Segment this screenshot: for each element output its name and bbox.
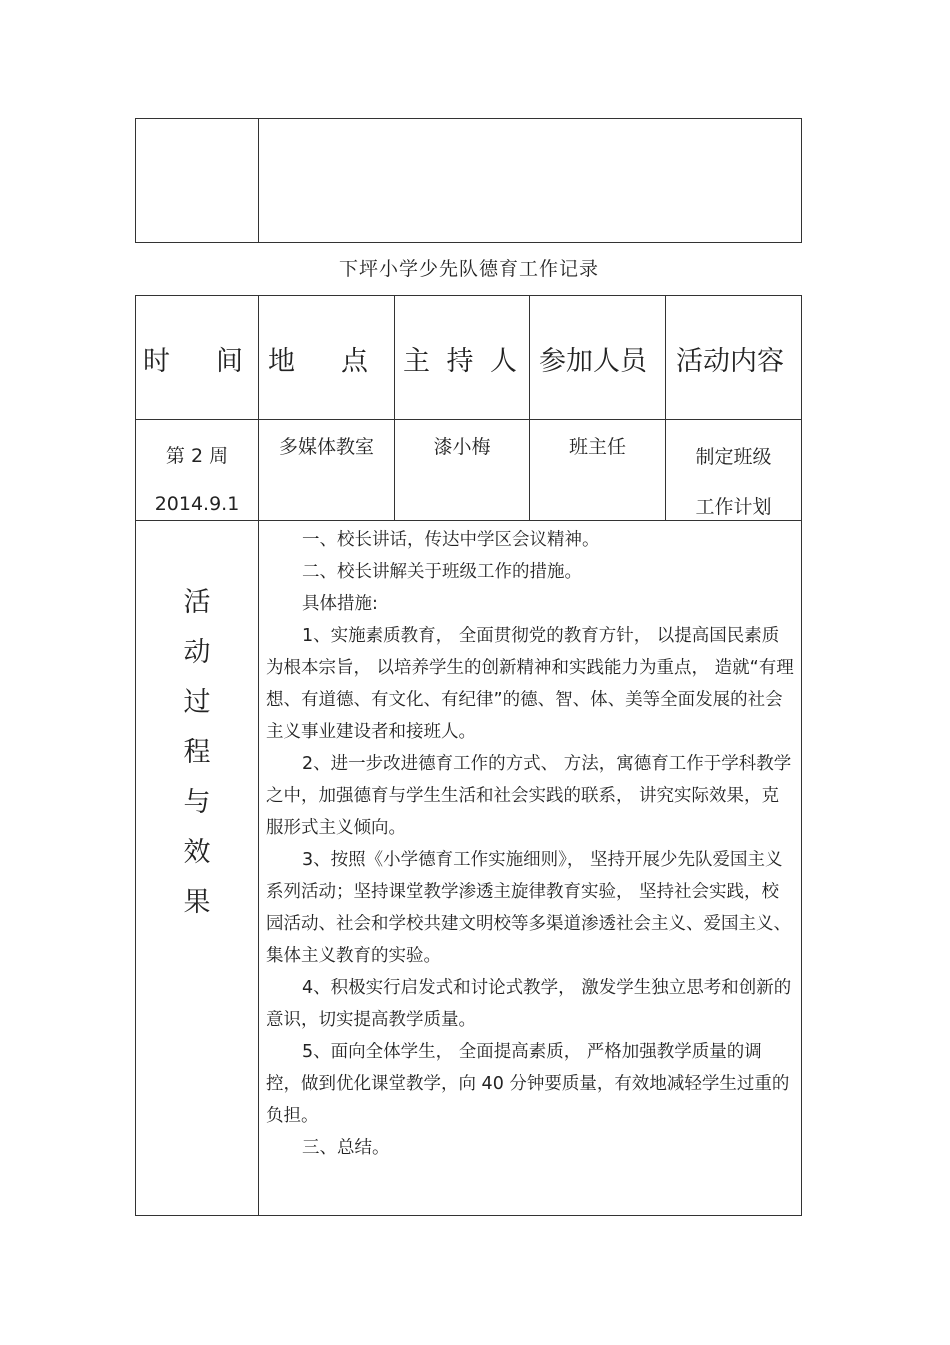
row-place: 多媒体教室	[278, 436, 374, 458]
process-paragraph: 一、校长讲话，传达中学区会议精神。	[302, 530, 600, 550]
header-place-char-2: 点	[341, 345, 368, 377]
process-label-char: 与	[183, 787, 211, 818]
header-place-char-1: 地	[268, 345, 295, 377]
row-date: 2014.9.1	[154, 493, 240, 515]
row-participants: 班主任	[568, 436, 626, 458]
process-paragraph: 4、积极实行启发式和讨论式教学， 激发学生独立思考和创新的意识，切实提高教学质量。	[266, 978, 792, 1030]
process-label-char: 程	[183, 737, 211, 768]
process-content	[266, 524, 794, 1164]
process-paragraph: 三、总结。	[302, 1138, 390, 1158]
process-paragraph: 3、按照《小学德育工作实施细则》， 坚持开展少先队爱国主义系列活动；坚持课堂教学渗透主旋律教育实验， 坚持社会实践，校园活动、社会和学校共建文明校等多渠道渗透社会主义、爱国主义、集体主义教育的实验。	[266, 850, 791, 966]
process-label-char: 果	[183, 887, 211, 918]
process-label-char: 过	[183, 687, 211, 718]
row-time	[136, 432, 258, 528]
header-time-char-1: 时	[143, 345, 170, 377]
header-host-char-2: 持	[446, 345, 474, 377]
header-time-char-2: 间	[216, 345, 243, 377]
header-content: 活动内容	[676, 345, 784, 377]
process-label-char: 活	[183, 587, 211, 618]
row-host: 漆小梅	[433, 436, 491, 458]
process-label-char: 效	[183, 837, 211, 868]
process-paragraph: 5、面向全体学生， 全面提高素质， 严格加强教学质量的调控，做到优化课堂教学，向 40 分钟要质量，有效地减轻学生过重的负担。	[266, 1042, 790, 1126]
header-place	[268, 296, 368, 420]
process-label	[136, 578, 258, 928]
header-host-char-3: 人	[490, 345, 517, 377]
header-time	[143, 296, 243, 420]
row-content-line-1: 制定班级	[695, 446, 772, 468]
process-label-char: 动	[183, 637, 211, 668]
row-content-line-2: 工作计划	[695, 496, 772, 518]
process-paragraph: 2、进一步改进德育工作的方式、 方法，寓德育工作于学科教学之中，加强德育与学生生活和社会实践的联系， 讲究实际效果，克服形式主义倾向。	[266, 754, 792, 838]
row-week: 第 2 周	[165, 445, 229, 467]
page-title: 下坪小学少先队德育工作记录	[338, 258, 599, 280]
header-participants: 参加人员	[539, 345, 647, 377]
row-content	[666, 432, 801, 532]
process-paragraph: 1、实施素质教育， 全面贯彻党的教育方针， 以提高国民素质为根本宗旨， 以培养学生的创新精神和实践能力为重点， 造就“有理想、有道德、有文化、有纪律”的德、智、体、美等全面发展的社会主义事业建设者和接班人。	[266, 626, 794, 742]
header-host	[403, 296, 517, 420]
header-host-char-1: 主	[403, 345, 430, 377]
process-paragraph: 二、校长讲解关于班级工作的措施。	[302, 562, 582, 582]
process-paragraph: 具体措施:	[302, 594, 378, 614]
